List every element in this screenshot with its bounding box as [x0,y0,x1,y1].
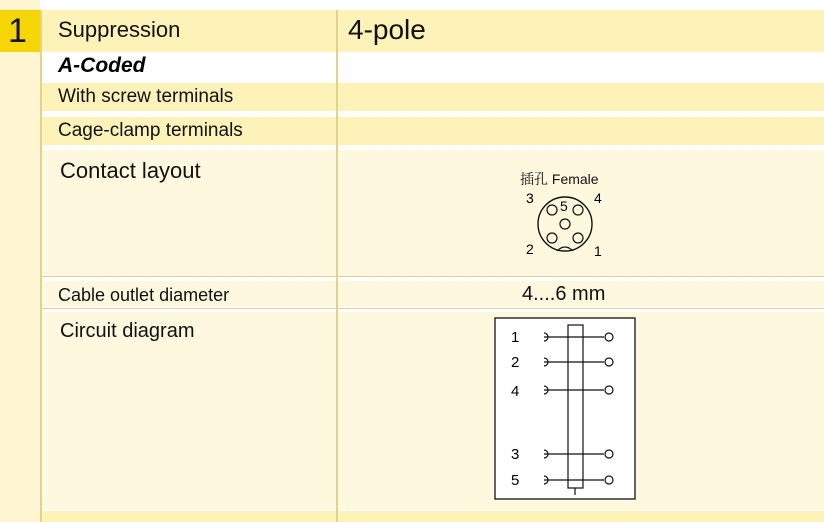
bottom-band [40,511,824,522]
coding-label: A-Coded [58,54,146,77]
terminal-icon [605,386,613,394]
terminal-icon [605,476,613,484]
pin-5-label: 5 [560,198,568,214]
pin-4-hole [573,205,583,215]
screw-terminals-label: With screw terminals [58,86,234,107]
pin-1-hole [573,233,583,243]
left-gutter [0,0,40,522]
circuit-pin-3: 3 [511,446,520,463]
column-divider-left [40,10,42,522]
pin-4-label: 4 [594,190,602,206]
pin-1-label: 1 [594,243,602,259]
section-value: 4-pole [348,14,426,45]
circuit-pin-1: 1 [511,329,520,346]
terminal-icon [605,358,613,366]
cable-outlet-value: 4....6 mm [522,283,606,305]
column-divider-middle [336,10,338,522]
row-divider [40,276,824,277]
pin-2-label: 2 [526,241,534,257]
terminal-icon [605,333,613,341]
pin-5-hole [560,219,570,229]
circuit-pin-2: 2 [511,354,520,371]
pin-3-label: 3 [526,190,534,206]
pin-2-hole [547,233,557,243]
circuit-pin-5: 5 [511,472,520,489]
circuit-pin-4: 4 [511,383,520,400]
cable-outlet-label: Cable outlet diameter [58,285,230,305]
female-caption: 插孔 Female [520,171,599,187]
pin-3-hole [547,205,557,215]
terminal-icon [605,450,613,458]
contact-layout-diagram [520,188,620,263]
contact-layout-label: Contact layout [60,158,201,183]
cage-clamp-label: Cage-clamp terminals [58,120,243,141]
row-divider [40,308,824,309]
circuit-diagram-label: Circuit diagram [60,320,195,342]
circuit-diagram [494,317,638,501]
section-number: 1 [8,12,27,50]
section-title: Suppression [58,17,181,42]
